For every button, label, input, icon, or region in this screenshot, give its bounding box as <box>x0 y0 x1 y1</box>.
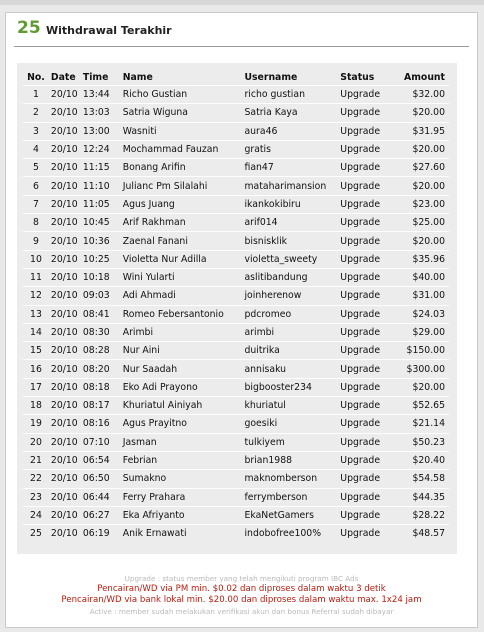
cell-status: Upgrade <box>338 287 402 305</box>
cell-amount: $20.00 <box>402 232 449 250</box>
cell-time: 08:41 <box>81 305 121 323</box>
column-header-status: Status <box>340 71 375 83</box>
cell-username: annisaku <box>242 360 338 378</box>
table-row <box>23 360 449 378</box>
column-header-name: Name <box>122 71 153 83</box>
cell-no: 23 <box>23 488 49 506</box>
cell-amount: $20.00 <box>402 177 449 195</box>
cell-date: 20/10 <box>49 415 81 433</box>
cell-no: 17 <box>23 378 49 396</box>
cell-username: brian1988 <box>242 451 338 469</box>
table-row <box>23 177 449 195</box>
column-header-username: Username <box>244 71 298 83</box>
cell-date: 20/10 <box>49 470 81 488</box>
cell-time: 10:18 <box>81 268 121 286</box>
cell-status: Upgrade <box>338 451 402 469</box>
cell-date: 20/10 <box>49 525 81 543</box>
cell-status: Upgrade <box>338 214 402 232</box>
table-row <box>23 305 449 323</box>
cell-status: Upgrade <box>338 232 402 250</box>
table-row <box>23 195 449 213</box>
cell-no: 6 <box>23 177 49 195</box>
cell-name: Adi Ahmadi <box>121 287 243 305</box>
cell-amount: $24.03 <box>402 305 449 323</box>
cell-name: Violetta Nur Adilla <box>121 250 243 268</box>
table-row <box>23 342 449 360</box>
table-row <box>23 232 449 250</box>
cell-amount: $44.35 <box>402 488 449 506</box>
cell-no: 8 <box>23 214 49 232</box>
cell-date: 20/10 <box>49 86 81 104</box>
cell-username: fian47 <box>242 159 338 177</box>
cell-time: 06:54 <box>81 451 121 469</box>
cell-time: 12:24 <box>81 140 121 158</box>
cell-no: 12 <box>23 287 49 305</box>
column-header-amount: Amount <box>404 71 445 83</box>
cell-date: 20/10 <box>49 287 81 305</box>
cell-status: Upgrade <box>338 342 402 360</box>
cell-name: Julianc Pm Silalahi <box>121 177 243 195</box>
cell-name: Mochammad Fauzan <box>121 140 243 158</box>
cell-status: Upgrade <box>338 488 402 506</box>
cell-name: Agus Prayitno <box>121 415 243 433</box>
cell-name: Agus Juang <box>121 195 243 213</box>
table-row <box>23 525 449 543</box>
cell-name: Nur Aini <box>121 342 243 360</box>
cell-status: Upgrade <box>338 305 402 323</box>
cell-time: 13:00 <box>81 122 121 140</box>
cell-username: joinherenow <box>242 287 338 305</box>
cell-name: Richo Gustian <box>121 86 243 104</box>
cell-time: 08:30 <box>81 323 121 341</box>
cell-amount: $32.00 <box>402 86 449 104</box>
cell-amount: $29.00 <box>402 323 449 341</box>
cell-username: goesiki <box>242 415 338 433</box>
cell-date: 20/10 <box>49 451 81 469</box>
cell-date: 20/10 <box>49 177 81 195</box>
cell-name: Eka Afriyanto <box>121 506 243 524</box>
cell-no: 13 <box>23 305 49 323</box>
cell-name: Sumakno <box>121 470 243 488</box>
cell-no: 21 <box>23 451 49 469</box>
cell-no: 5 <box>23 159 49 177</box>
cell-date: 20/10 <box>49 104 81 122</box>
cell-amount: $48.57 <box>402 525 449 543</box>
cell-name: Wasniti <box>121 122 243 140</box>
cell-time: 06:27 <box>81 506 121 524</box>
cell-amount: $54.58 <box>402 470 449 488</box>
cell-username: duitrika <box>242 342 338 360</box>
cell-time: 08:28 <box>81 342 121 360</box>
cell-no: 10 <box>23 250 49 268</box>
table-row <box>23 86 449 104</box>
cell-time: 10:36 <box>81 232 121 250</box>
cell-amount: $28.22 <box>402 506 449 524</box>
cell-date: 20/10 <box>49 250 81 268</box>
cell-time: 13:44 <box>81 86 121 104</box>
cell-name: Arimbi <box>121 323 243 341</box>
cell-date: 20/10 <box>49 378 81 396</box>
cell-status: Upgrade <box>338 268 402 286</box>
cell-username: aslitibandung <box>242 268 338 286</box>
top-strip <box>0 0 484 5</box>
cell-date: 20/10 <box>49 433 81 451</box>
cell-amount: $31.00 <box>402 287 449 305</box>
cell-status: Upgrade <box>338 360 402 378</box>
cell-date: 20/10 <box>49 268 81 286</box>
cell-username: pdcromeo <box>242 305 338 323</box>
cell-amount: $150.00 <box>402 342 449 360</box>
cell-time: 08:20 <box>81 360 121 378</box>
cell-username: indobofree100% <box>242 525 338 543</box>
table-row <box>23 214 449 232</box>
cell-time: 08:17 <box>81 397 121 415</box>
cell-time: 08:18 <box>81 378 121 396</box>
cell-name: Anik Ernawati <box>121 525 243 543</box>
cell-no: 16 <box>23 360 49 378</box>
column-header-time: Time <box>82 71 109 83</box>
cell-name: Zaenal Fanani <box>121 232 243 250</box>
cell-name: Ferry Prahara <box>121 488 243 506</box>
table-row <box>23 451 449 469</box>
cell-name: Arif Rakhman <box>121 214 243 232</box>
cell-time: 13:03 <box>81 104 121 122</box>
cell-date: 20/10 <box>49 195 81 213</box>
cell-status: Upgrade <box>338 506 402 524</box>
cell-status: Upgrade <box>338 378 402 396</box>
table-row <box>23 140 449 158</box>
cell-username: maknomberson <box>242 470 338 488</box>
cell-status: Upgrade <box>338 159 402 177</box>
table-row <box>23 268 449 286</box>
cell-username: bisnisklik <box>242 232 338 250</box>
cell-time: 06:19 <box>81 525 121 543</box>
cell-status: Upgrade <box>338 140 402 158</box>
cell-username: violetta_sweety <box>242 250 338 268</box>
cell-username: gratis <box>242 140 338 158</box>
header-divider <box>14 46 469 47</box>
cell-amount: $40.00 <box>402 268 449 286</box>
cell-username: EkaNetGamers <box>242 506 338 524</box>
table-row <box>23 378 449 396</box>
cell-no: 22 <box>23 470 49 488</box>
table-row <box>23 250 449 268</box>
cell-username: khuriatul <box>242 397 338 415</box>
notes-section <box>6 573 477 617</box>
cell-no: 7 <box>23 195 49 213</box>
cell-status: Upgrade <box>338 525 402 543</box>
table-row <box>23 433 449 451</box>
table-row <box>23 104 449 122</box>
cell-amount: $20.00 <box>402 104 449 122</box>
cell-amount: $52.65 <box>402 397 449 415</box>
cell-amount: $50.23 <box>402 433 449 451</box>
cell-time: 07:10 <box>81 433 121 451</box>
cell-date: 20/10 <box>49 232 81 250</box>
table-row <box>23 506 449 524</box>
cell-name: Eko Adi Prayono <box>121 378 243 396</box>
cell-time: 08:16 <box>81 415 121 433</box>
cell-username: ikankokibiru <box>242 195 338 213</box>
table-row <box>23 470 449 488</box>
cell-username: Satria Kaya <box>242 104 338 122</box>
cell-status: Upgrade <box>338 470 402 488</box>
cell-name: Jasman <box>121 433 243 451</box>
column-header-date: Date <box>50 71 76 83</box>
cell-time: 09:03 <box>81 287 121 305</box>
withdrawal-table-container <box>17 63 457 554</box>
cell-status: Upgrade <box>338 177 402 195</box>
cell-no: 18 <box>23 397 49 415</box>
cell-amount: $20.00 <box>402 140 449 158</box>
cell-date: 20/10 <box>49 140 81 158</box>
cell-no: 24 <box>23 506 49 524</box>
cell-no: 11 <box>23 268 49 286</box>
cell-no: 4 <box>23 140 49 158</box>
table-row <box>23 415 449 433</box>
cell-time: 11:15 <box>81 159 121 177</box>
cell-status: Upgrade <box>338 415 402 433</box>
cell-amount: $27.60 <box>402 159 449 177</box>
cell-date: 20/10 <box>49 214 81 232</box>
note-upgrade: Upgrade : status member yang telah mengikuti program IBC Ads <box>124 574 359 583</box>
cell-date: 20/10 <box>49 488 81 506</box>
cell-time: 06:50 <box>81 470 121 488</box>
cell-name: Wini Yularti <box>121 268 243 286</box>
cell-time: 06:44 <box>81 488 121 506</box>
cell-name: Satria Wiguna <box>121 104 243 122</box>
table-row <box>23 287 449 305</box>
cell-no: 25 <box>23 525 49 543</box>
cell-amount: $35.96 <box>402 250 449 268</box>
cell-username: ferrymberson <box>242 488 338 506</box>
table-row <box>23 397 449 415</box>
cell-name: Khuriatul Ainiyah <box>121 397 243 415</box>
cell-status: Upgrade <box>338 104 402 122</box>
cell-username: mataharimansion <box>242 177 338 195</box>
cell-username: bigbooster234 <box>242 378 338 396</box>
cell-name: Bonang Arifin <box>121 159 243 177</box>
cell-no: 2 <box>23 104 49 122</box>
cell-time: 10:25 <box>81 250 121 268</box>
cell-time: 11:10 <box>81 177 121 195</box>
cell-no: 9 <box>23 232 49 250</box>
cell-status: Upgrade <box>338 323 402 341</box>
cell-date: 20/10 <box>49 397 81 415</box>
cell-status: Upgrade <box>338 86 402 104</box>
cell-amount: $25.00 <box>402 214 449 232</box>
cell-username: tulkiyem <box>242 433 338 451</box>
cell-name: Nur Saadah <box>121 360 243 378</box>
cell-username: aura46 <box>242 122 338 140</box>
table-row <box>23 488 449 506</box>
withdrawal-table <box>23 69 449 542</box>
cell-no: 19 <box>23 415 49 433</box>
cell-date: 20/10 <box>49 122 81 140</box>
withdrawal-panel <box>5 12 478 628</box>
cell-status: Upgrade <box>338 433 402 451</box>
panel-title: Withdrawal Terakhir <box>46 24 172 37</box>
cell-date: 20/10 <box>49 159 81 177</box>
cell-username: arimbi <box>242 323 338 341</box>
table-header-row <box>23 69 449 86</box>
cell-amount: $23.00 <box>402 195 449 213</box>
cell-no: 20 <box>23 433 49 451</box>
withdrawal-count: 25 <box>17 18 41 38</box>
cell-amount: $20.00 <box>402 378 449 396</box>
cell-no: 1 <box>23 86 49 104</box>
cell-amount: $300.00 <box>402 360 449 378</box>
cell-date: 20/10 <box>49 342 81 360</box>
cell-status: Upgrade <box>338 397 402 415</box>
cell-time: 10:45 <box>81 214 121 232</box>
cell-name: Romeo Febersantonio <box>121 305 243 323</box>
cell-no: 14 <box>23 323 49 341</box>
cell-no: 3 <box>23 122 49 140</box>
note-active: Active : member sudah melakukan verifikasi akun dan bonus Referral sudah dibayar <box>89 607 394 616</box>
cell-date: 20/10 <box>49 360 81 378</box>
cell-time: 11:05 <box>81 195 121 213</box>
cell-date: 20/10 <box>49 305 81 323</box>
cell-username: arif014 <box>242 214 338 232</box>
note-bank: Pencairan/WD via bank lokal min. $20.00 dan diproses dalam waktu max. 1x24 jam <box>61 595 422 605</box>
cell-status: Upgrade <box>338 122 402 140</box>
panel-header <box>6 13 477 46</box>
cell-no: 15 <box>23 342 49 360</box>
table-row <box>23 122 449 140</box>
cell-amount: $20.40 <box>402 451 449 469</box>
cell-date: 20/10 <box>49 506 81 524</box>
cell-status: Upgrade <box>338 250 402 268</box>
cell-amount: $31.95 <box>402 122 449 140</box>
note-pm: Pencairan/WD via PM min. $0.02 dan diproses dalam waktu 3 detik <box>97 584 386 594</box>
table-row <box>23 159 449 177</box>
cell-amount: $21.14 <box>402 415 449 433</box>
cell-date: 20/10 <box>49 323 81 341</box>
column-header-no: No. <box>27 71 45 83</box>
cell-name: Febrian <box>121 451 243 469</box>
cell-username: richo gustian <box>242 86 338 104</box>
cell-status: Upgrade <box>338 195 402 213</box>
table-row <box>23 323 449 341</box>
